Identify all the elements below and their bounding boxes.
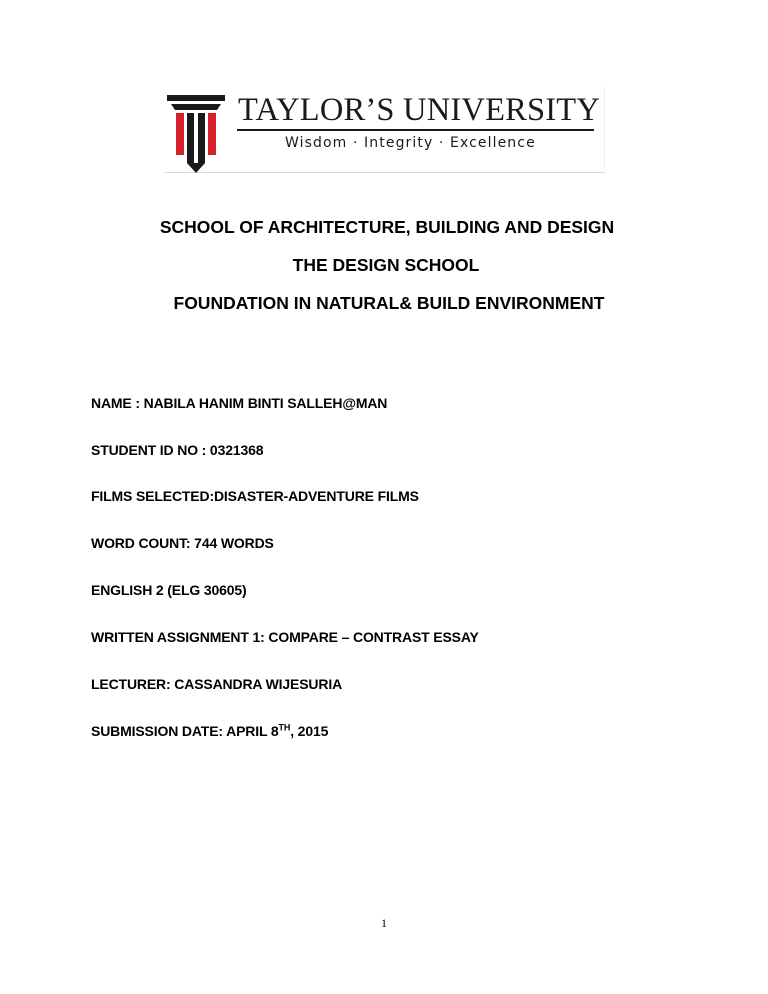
word-count: WORD COUNT: 744 WORDS <box>91 535 274 551</box>
submission-date <box>91 722 328 740</box>
foundation-heading: FOUNDATION IN NATURAL& BUILD ENVIRONMENT <box>173 293 605 313</box>
school-heading: SCHOOL OF ARCHITECTURE, BUILDING AND DESIGN <box>159 217 615 237</box>
submission-date-suffix: , 2015 <box>290 723 329 739</box>
university-name: TAYLOR’S UNIVERSITY <box>238 92 601 128</box>
page-number: 1 <box>381 916 387 930</box>
course-code: ENGLISH 2 (ELG 30605) <box>91 582 247 598</box>
submission-date-prefix: SUBMISSION DATE: APRIL 8 <box>91 723 279 739</box>
submission-date-superscript: TH <box>278 722 291 733</box>
student-id: STUDENT ID NO : 0321368 <box>91 442 264 458</box>
university-tagline: Wisdom · Integrity · Excellence <box>285 135 536 151</box>
lecturer-name: LECTURER: CASSANDRA WIJESURIA <box>91 676 343 692</box>
university-logo <box>164 86 605 173</box>
films-selected: FILMS SELECTED:DISASTER-ADVENTURE FILMS <box>91 488 419 504</box>
design-school-heading: THE DESIGN SCHOOL <box>292 255 480 275</box>
assignment-title: WRITTEN ASSIGNMENT 1: COMPARE – CONTRAST ESSAY <box>91 629 479 645</box>
student-name: NAME : NABILA HANIM BINTI SALLEH@MAN <box>91 395 388 411</box>
university-crest-icon <box>167 95 225 173</box>
logo-divider <box>237 129 594 131</box>
